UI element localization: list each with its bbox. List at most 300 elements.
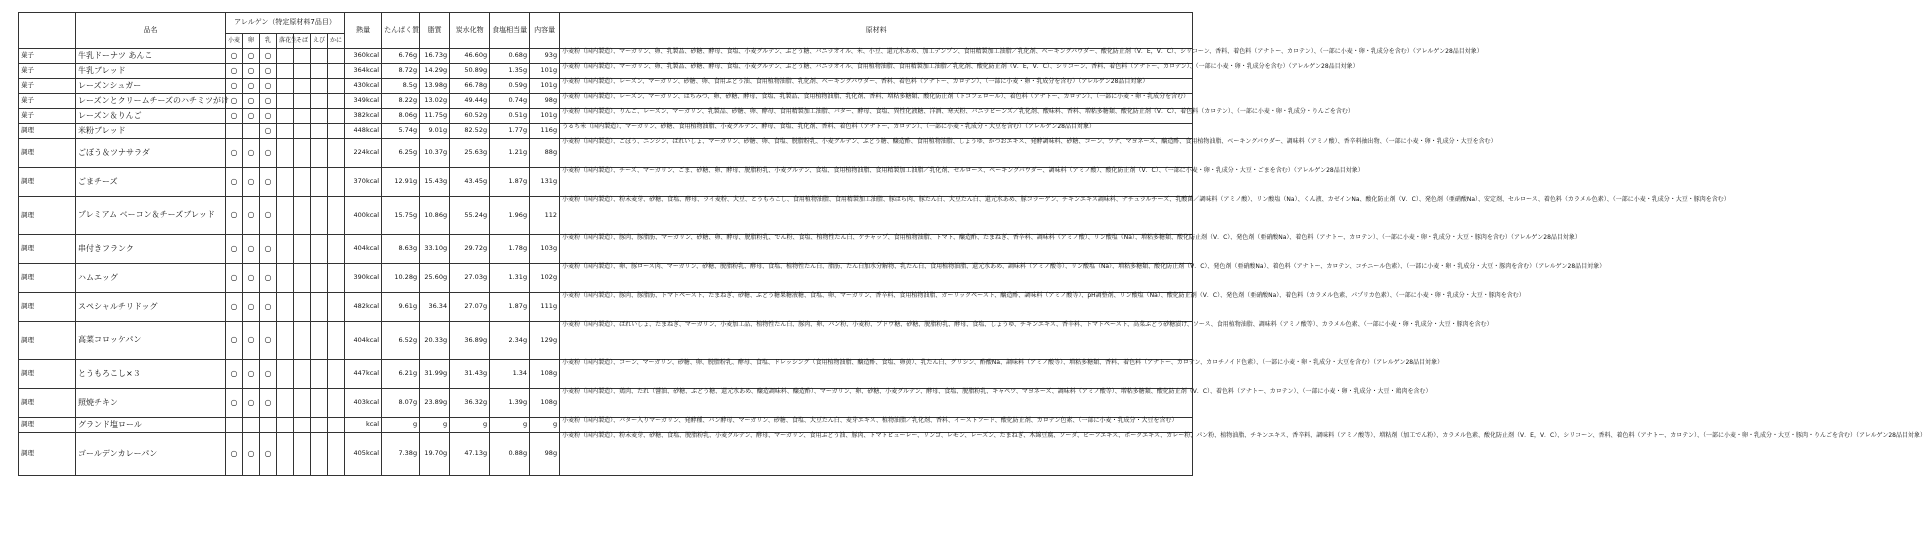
carb-cell: 27.07g [450,293,490,322]
product-name-cell: 牛乳ブレッド [76,64,226,79]
table-row [19,197,1193,235]
allergen-mark-cell [311,168,328,197]
allergen-mark-cell: ○ [243,264,260,293]
allergen-mark-cell [294,168,311,197]
allergen-mark-cell: ○ [260,322,277,360]
allergen-mark-cell [277,49,294,64]
allergen-mark-cell: ○ [260,64,277,79]
allergen-mark-cell: ○ [226,293,243,322]
allergen-mark-cell [294,264,311,293]
allergen-mark-cell: ○ [243,322,260,360]
allergen-mark-cell: ○ [226,322,243,360]
salt-header: 食塩相当量 [490,13,530,49]
allergen-shrimp-header: えび [311,34,328,49]
category-cell: 菓子 [19,94,76,109]
allergen-mark-cell [277,139,294,168]
product-name-cell: ごまチーズ [76,168,226,197]
content-cell: 101g [530,79,560,94]
allergen-mark-cell [277,433,294,476]
salt-cell: 1.96g [490,197,530,235]
allergen-mark-cell [328,109,345,124]
allergen-mark-cell [294,418,311,433]
fat-cell: 33.10g [420,235,450,264]
allergen-mark-cell: ○ [260,109,277,124]
allergen-mark-cell [328,418,345,433]
energy-cell: 404kcal [345,235,382,264]
table-row [19,64,1193,79]
allergen-mark-cell [311,49,328,64]
carb-cell: g [450,418,490,433]
allergen-mark-cell: ○ [243,64,260,79]
salt-cell: g [490,418,530,433]
allergen-mark-cell [328,49,345,64]
allergen-mark-cell: ○ [226,49,243,64]
allergen-mark-cell [328,293,345,322]
product-name-cell: 串付きフランク [76,235,226,264]
allergen-mark-cell [311,124,328,139]
allergen-mark-cell [311,197,328,235]
salt-cell: 0.51g [490,109,530,124]
allergen-mark-cell: ○ [260,389,277,418]
category-cell: 菓子 [19,109,76,124]
allergen-mark-cell: ○ [260,235,277,264]
allergen-mark-cell: ○ [260,197,277,235]
ingredients-cell: 小麦粉（国内製造）、レーズン、マーガリン、はちみつ、卵、砂糖、酵母、食塩、乳製品、食用植物油脂、乳化剤、香料、増粘多糖類、酸化防止剤（トコフェロール）、着色料（アナトー、カロテン）、（一部に小麦・卵・乳成分を含む） [560,94,1193,109]
fat-cell: 10.37g [420,139,450,168]
allergen-mark-cell [328,389,345,418]
allergen-mark-cell: ○ [243,49,260,64]
allergen-mark-cell: ○ [260,168,277,197]
fat-cell: 20.33g [420,322,450,360]
allergen-buckwheat-header: そば [294,34,311,49]
table-row [19,235,1193,264]
energy-cell: 360kcal [345,49,382,64]
allergen-mark-cell: ○ [226,168,243,197]
protein-cell: 15.75g [382,197,420,235]
fat-cell: 16.73g [420,49,450,64]
category-cell: 菓子 [19,49,76,64]
allergen-mark-cell [277,168,294,197]
protein-cell: 8.63g [382,235,420,264]
product-name-cell: ゴールデンカレーパン [76,433,226,476]
category-cell: 調理 [19,235,76,264]
allergen-mark-cell [277,79,294,94]
salt-cell: 1.39g [490,389,530,418]
salt-cell: 1.35g [490,64,530,79]
content-cell: 102g [530,264,560,293]
carb-cell: 47.13g [450,433,490,476]
fat-cell: 13.02g [420,94,450,109]
content-header: 内容量 [530,13,560,49]
ingredients-cell: 小麦粉（国内製造）、マーガリン、卵、乳製品、砂糖、酵母、食塩、小麦グルテン、ぶどう糖、バニラオイル、食用植物油脂、食用精製加工油脂／乳化剤、酸化防止剤（V．E，V．C）、シリコーン、香料、着色料（アナトー、カロテン）、（一部に小麦・卵・乳成分を含む）（アレルゲン28品目対象） [560,64,1193,79]
fat-cell: 14.29g [420,64,450,79]
energy-cell: kcal [345,418,382,433]
category-header [19,13,76,49]
carb-cell: 66.78g [450,79,490,94]
category-cell: 調理 [19,293,76,322]
allergen-mark-cell [277,64,294,79]
allergen-mark-cell [294,139,311,168]
allergen-mark-cell: ○ [226,264,243,293]
allergen-mark-cell: ○ [226,64,243,79]
protein-cell: 6.21g [382,360,420,389]
allergen-mark-cell [277,197,294,235]
ingredients-cell: 小麦粉（国内製造）、りんご、レーズン、マーガリン、乳製品、砂糖、卵、酵母、食用精製加工油脂、バター、酵母、食塩、異性化液糖、洋酒、寒天粉、バニラビーンズ／乳化剤、酸味料、香料、増粘多糖類、酸化防止剤（V．C）、着色料（カロテン）、（一部に小麦・卵・乳成分・りんごを含む） [560,109,1193,124]
protein-cell: 12.91g [382,168,420,197]
protein-cell: 8.72g [382,64,420,79]
allergen-mark-cell [243,124,260,139]
allergen-mark-cell [294,235,311,264]
table-row [19,418,1193,433]
allergen-mark-cell: ○ [243,168,260,197]
product-name-cell: グランド塩ロール [76,418,226,433]
protein-cell: 8.06g [382,109,420,124]
content-cell: 108g [530,360,560,389]
energy-cell: 482kcal [345,293,382,322]
protein-cell: 10.28g [382,264,420,293]
allergen-mark-cell [226,418,243,433]
allergen-mark-cell [328,124,345,139]
allergen-header: アレルゲン（特定原材料7品目） [226,13,345,34]
allergen-mark-cell [294,433,311,476]
allergen-mark-cell: ○ [243,360,260,389]
allergen-mark-cell [311,94,328,109]
table-row [19,139,1193,168]
allergen-mark-cell [277,109,294,124]
content-cell: 101g [530,109,560,124]
table-row [19,433,1193,476]
product-name-cell: ごぼう＆ツナサラダ [76,139,226,168]
allergen-mark-cell: ○ [243,139,260,168]
allergen-mark-cell [243,418,260,433]
content-cell: 88g [530,139,560,168]
carb-cell: 82.52g [450,124,490,139]
salt-cell: 1.78g [490,235,530,264]
ingredients-cell: 小麦粉（国内製造）、豚肉、豚脂肪、トマトペースト、たまねぎ、砂糖、ぶどう糖果糖液糖、食塩、卵、マーガリン、香辛料、食用植物油脂、ガーリックペースト、醸造酢、調味料（アミノ酸等）、pH調整剤、リン酸塩（Na）、酸化防止剤（V．C）、発色剤（亜硝酸Na）、着色料（カラメル色素、パプリカ色素）、（一部に小麦・卵・乳成分・大豆・豚肉を含む） [560,293,1193,322]
salt-cell: 1.31g [490,264,530,293]
product-name-cell: レーズン＆りんご [76,109,226,124]
carb-cell: 36.89g [450,322,490,360]
energy-cell: 382kcal [345,109,382,124]
carb-cell: 31.43g [450,360,490,389]
allergen-mark-cell [294,64,311,79]
salt-cell: 0.74g [490,94,530,109]
product-name-cell: 牛乳ドーナツ あんこ [76,49,226,64]
content-cell: 93g [530,49,560,64]
allergen-mark-cell [277,418,294,433]
allergen-mark-cell: ○ [260,264,277,293]
allergen-mark-cell [311,293,328,322]
carb-cell: 29.72g [450,235,490,264]
salt-cell: 1.77g [490,124,530,139]
protein-cell: 8.07g [382,389,420,418]
carb-cell: 49.44g [450,94,490,109]
table-row [19,124,1193,139]
allergen-mark-cell: ○ [243,293,260,322]
allergen-mark-cell: ○ [260,79,277,94]
protein-cell: 8.5g [382,79,420,94]
table-row [19,264,1193,293]
fat-cell: 13.98g [420,79,450,94]
allergen-mark-cell [328,79,345,94]
category-cell: 調理 [19,322,76,360]
content-cell: 129g [530,322,560,360]
protein-cell: 7.38g [382,433,420,476]
allergen-mark-cell [277,322,294,360]
allergen-mark-cell [311,64,328,79]
ingredients-cell: 小麦粉（国内製造）、ばれいしょ、たまねぎ、マーガリン、小麦加工品、植物性たん白、豚肉、卵、パン粉、小麦粉、ブドウ糖、砂糖、脱脂粉乳、酵母、食塩、しょうゆ、チキンエキス、香辛料、トマトペースト、高菜ぶどう砂糖漬け、ソース、食用植物油脂、調味料（アミノ酸等）、カラメル色素、（一部に小麦・卵・乳成分・大豆・豚肉を含む） [560,322,1193,360]
salt-cell: 1.87g [490,293,530,322]
category-cell: 調理 [19,418,76,433]
allergen-mark-cell [277,235,294,264]
content-cell: 98g [530,94,560,109]
product-name-cell: スペシャルチリドッグ [76,293,226,322]
allergen-mark-cell [328,168,345,197]
protein-cell: 6.25g [382,139,420,168]
allergen-mark-cell [328,197,345,235]
ingredients-cell: 小麦粉（国内製造）、バター入りマーガリン、発酵種、パン酵母、マーガリン、砂糖、食塩、大豆たん白、麦芽エキス、植物油脂／乳化剤、香料、イーストフード、酸化防止剤、カロテン色素、（一部に小麦・乳成分・大豆を含む） [560,418,1193,433]
allergen-mark-cell [311,79,328,94]
allergen-crab-header: かに [328,34,345,49]
carb-cell: 36.32g [450,389,490,418]
fat-cell: 25.60g [420,264,450,293]
allergen-mark-cell: ○ [260,360,277,389]
content-cell: 116g [530,124,560,139]
fat-cell: 11.75g [420,109,450,124]
allergen-mark-cell [294,79,311,94]
category-cell: 調理 [19,389,76,418]
fat-cell: 10.86g [420,197,450,235]
energy-cell: 390kcal [345,264,382,293]
allergen-mark-cell: ○ [243,433,260,476]
carb-cell: 25.63g [450,139,490,168]
allergen-mark-cell: ○ [226,139,243,168]
ingredients-cell: 小麦粉（国内製造）、卵、豚ロース肉、マーガリン、砂糖、脱脂粉乳、酵母、食塩、植物性たん白、脂肪、たん白加水分解物、乳たん白、食用植物油脂、還元水あめ、調味料（アミノ酸等）、リン酸塩（Na）、増粘多糖類、酸化防止剤（V．C）、発色剤（亜硝酸Na）、着色料（アナトー、カロテン、コチニール色素）、（一部に小麦・卵・乳成分・大豆・豚肉を含む）（アレルゲン28品目対象） [560,264,1193,293]
table-row [19,79,1193,94]
header-row [19,13,1193,34]
allergen-mark-cell [277,94,294,109]
fat-cell: 19.70g [420,433,450,476]
allergen-mark-cell [294,360,311,389]
allergen-mark-cell [328,322,345,360]
allergen-mark-cell: ○ [243,109,260,124]
ingredients-cell: 小麦粉（国内製造）、粉末麦芽、砂糖、食塩、酵母、ライ麦粉、大豆、とうもろこし、食用植物油脂、食用精製加工油脂、豚ばら肉、豚たん白、大豆たん白、還元水あめ、豚コラーゲン、チキンエキス調味料、ナチュラルチーズ、乳酸菌／調味料（アミノ酸）、リン酸塩（Na）、くん液、カゼインNa、酸化防止剤（V．C）、発色剤（亜硝酸Na）、安定剤、セルロース、着色料（カラメル色素）、（一部に小麦・乳成分・大豆・豚肉を含む） [560,197,1193,235]
allergen-mark-cell [328,94,345,109]
protein-header: たんぱく質 [382,13,420,49]
allergen-mark-cell: ○ [226,389,243,418]
allergen-mark-cell [294,197,311,235]
salt-cell: 2.34g [490,322,530,360]
allergen-milk-header: 乳 [260,34,277,49]
table-row [19,389,1193,418]
category-cell: 菓子 [19,79,76,94]
energy-cell: 447kcal [345,360,382,389]
energy-cell: 403kcal [345,389,382,418]
allergen-mark-cell [226,124,243,139]
allergen-mark-cell: ○ [226,94,243,109]
carb-cell: 43.45g [450,168,490,197]
ingredients-cell: 小麦粉（国内製造）、鶏肉、たれ（醤油、砂糖、ぶどう糖、還元水あめ、醸造調味料、醸造酢）、マーガリン、卵、砂糖、小麦グルテン、酵母、食塩、脱脂粉乳、キャベツ、マヨネーズ、調味料（アミノ酸等）、増粘多糖類、酸化防止剤（V．C）、着色料（アナトー、カロテン）、（一部に小麦・卵・乳成分・大豆・鶏肉を含む） [560,389,1193,418]
ingredients-cell: 小麦粉（国内製造）、豚肉、豚脂肪、マーガリン、砂糖、卵、酵母、脱脂粉乳、でん粉、食塩、植物性たん白、ケチャップ、食用植物油脂、トマト、醸造酢、たまねぎ、香辛料、調味料（アミノ酸）、リン酸塩（Na）、増粘多糖類、酸化防止剤（V．C）、発色剤（亜硝酸Na）、着色料（アナトー、カロテン）、（一部に小麦・卵・乳成分・大豆・豚肉を含む）（アレルゲン28品目対象） [560,235,1193,264]
carb-cell: 46.60g [450,49,490,64]
energy-cell: 364kcal [345,64,382,79]
fat-header: 脂質 [420,13,450,49]
fat-cell: 31.99g [420,360,450,389]
allergen-mark-cell [294,49,311,64]
ingredients-table [18,12,1926,476]
category-cell: 調理 [19,168,76,197]
category-cell: 調理 [19,264,76,293]
energy-cell: 224kcal [345,139,382,168]
ingredients-cell: 小麦粉（国内製造）、コーン、マーガリン、砂糖、卵、脱脂粉乳、酵母、食塩、ドレッシング（食用植物油脂、醸造酢、食塩、卵黄）、乳たん白、グリシン、酢酸Na、調味料（アミノ酸等）、増粘多糖類、香料、着色料（アナトー、カロテン、カロチノイド色素）、（一部に小麦・卵・乳成分・大豆を含む）（アレルゲン28品目対象） [560,360,1193,389]
carb-header: 炭水化物 [450,13,490,49]
allergen-mark-cell [294,124,311,139]
fat-cell: 9.01g [420,124,450,139]
allergen-mark-cell: ○ [260,49,277,64]
allergen-mark-cell: ○ [226,433,243,476]
ingredients-cell: 小麦粉（国内製造）、ごぼう、ニンジン、ばれいしょ、マーガリン、砂糖、卵、食塩、脱脂粉乳、小麦グルテン、ぶどう糖、醸造酢、食用植物油脂、しょうゆ、かつおエキス、発酵調味料、砂糖、コーン、ツナ、マヨネーズ、醸造酢、食用植物油脂、ベーキングパウダー、調味料（アミノ酸）、香辛料抽出物、（一部に小麦・卵・乳成分・大豆を含む） [560,139,1193,168]
fat-cell: g [420,418,450,433]
product-name-cell: 高菜コロッケパン [76,322,226,360]
product-name-cell: プレミアム ベーコン＆チーズブレッド [76,197,226,235]
allergen-mark-cell [294,94,311,109]
ingredients-header: 原材料 [560,13,1193,49]
carb-cell: 55.24g [450,197,490,235]
table-row [19,360,1193,389]
energy-cell: 400kcal [345,197,382,235]
fat-cell: 36.34 [420,293,450,322]
protein-cell: 5.74g [382,124,420,139]
allergen-mark-cell [328,433,345,476]
allergen-mark-cell: ○ [260,94,277,109]
ingredients-cell: 小麦粉（国内製造）、レーズン、マーガリン、砂糖、卵、食用ぶどう油、食用植物油脂、乳化剤、ベーキングパウダー、香料、着色料（アナトー、カロテン）、（一部に小麦・卵・乳成分を含む）（アレルゲン28品目対象） [560,79,1193,94]
content-cell: 101g [530,64,560,79]
salt-cell: 1.34 [490,360,530,389]
salt-cell: 0.88g [490,433,530,476]
table-row [19,49,1193,64]
product-name-cell: 照焼チキン [76,389,226,418]
protein-cell: 6.52g [382,322,420,360]
product-name-cell: とうもろこし×３ [76,360,226,389]
allergen-mark-cell: ○ [260,139,277,168]
allergen-mark-cell [260,418,277,433]
protein-cell: 8.22g [382,94,420,109]
category-cell: 菓子 [19,64,76,79]
allergen-mark-cell: ○ [260,433,277,476]
allergen-mark-cell [277,264,294,293]
allergen-mark-cell [311,322,328,360]
protein-cell: 9.61g [382,293,420,322]
product-name-cell: レーズンとクリームチーズのハチミツがけ [76,94,226,109]
table-row [19,293,1193,322]
allergen-mark-cell: ○ [243,235,260,264]
allergen-mark-cell [328,360,345,389]
carb-cell: 50.89g [450,64,490,79]
allergen-mark-cell: ○ [226,197,243,235]
content-cell: 131g [530,168,560,197]
allergen-mark-cell [311,264,328,293]
allergen-mark-cell: ○ [243,197,260,235]
allergen-mark-cell: ○ [243,389,260,418]
allergen-mark-cell [294,322,311,360]
allergen-mark-cell: ○ [226,235,243,264]
allergen-mark-cell [311,235,328,264]
content-cell: 112 [530,197,560,235]
energy-cell: 404kcal [345,322,382,360]
allergen-mark-cell: ○ [260,124,277,139]
carb-cell: 27.03g [450,264,490,293]
allergen-mark-cell [277,389,294,418]
allergen-mark-cell [294,109,311,124]
energy-cell: 370kcal [345,168,382,197]
carb-cell: 60.52g [450,109,490,124]
protein-cell: 6.76g [382,49,420,64]
allergen-mark-cell: ○ [260,293,277,322]
allergen-mark-cell: ○ [226,79,243,94]
category-cell: 調理 [19,433,76,476]
ingredients-cell: 小麦粉（国内製造）、マーガリン、卵、乳製品、砂糖、酵母、食塩、小麦グルテン、ぶどう糖、バニラオイル、米、小豆、還元水あめ、加工デンプン、食用精製加工油脂／乳化剤、ベーキングパウダー、酸化防止剤（V．E，V．C）、シリコーン、香料、着色料（アナトー、カロテン）、（一部に小麦・卵・乳成分を含む）（アレルゲン28品目対象） [560,49,1193,64]
category-cell: 調理 [19,360,76,389]
energy-cell: 405kcal [345,433,382,476]
protein-cell: g [382,418,420,433]
name-header: 品名 [76,13,226,49]
salt-cell: 0.59g [490,79,530,94]
energy-header: 熱量 [345,13,382,49]
allergen-mark-cell [311,418,328,433]
allergen-egg-header: 卵 [243,34,260,49]
allergen-mark-cell [277,360,294,389]
allergen-mark-cell [328,64,345,79]
ingredients-cell: 小麦粉（国内製造）、粉末麦芽、砂糖、食塩、脱脂粉乳、小麦グルテン、酵母、マーガリン、食用ぶどう油、豚肉、トマトピューレー、リンゴ、レモン、レーズン、たまねぎ、木綿豆腐、ソーダ、ビーフエキス、ポークエキス、カレー粉、パン粉、植物油脂、チキンエキス、香辛料、調味料（アミノ酸等）、増粘剤（加工でん粉）、カラメル色素、酸化防止剤（V．E，V．C）、シリコーン、香料、着色料（アナトー、カロテン）、（一部に小麦・卵・乳成分・大豆・豚肉・りんごを含む）（アレルゲン28品目対象） [560,433,1193,476]
allergen-mark-cell [328,139,345,168]
content-cell: 108g [530,389,560,418]
salt-cell: 1.87g [490,168,530,197]
allergen-mark-cell: ○ [226,360,243,389]
product-name-cell: 米粉ブレッド [76,124,226,139]
energy-cell: 448kcal [345,124,382,139]
allergen-mark-cell [277,293,294,322]
allergen-mark-cell [311,139,328,168]
allergen-mark-cell [328,235,345,264]
ingredients-cell: 小麦粉（国内製造）、チーズ、マーガリン、ごま、砂糖、卵、酵母、脱脂粉乳、小麦グルテン、食塩、食用植物油脂、食用精製加工油脂／乳化剤、セルロース、ベーキングパウダー、調味料（アミノ酸）、酸化防止剤（V．C）、（一部に小麦・卵・乳成分・大豆・ごまを含む）（アレルゲン28品目対象） [560,168,1193,197]
salt-cell: 0.68g [490,49,530,64]
fat-cell: 15.43g [420,168,450,197]
allergen-mark-cell [311,360,328,389]
allergen-mark-cell [277,124,294,139]
table-row [19,168,1193,197]
allergen-mark-cell [294,293,311,322]
table-row [19,94,1193,109]
product-name-cell: ハムエッグ [76,264,226,293]
allergen-mark-cell: ○ [243,94,260,109]
allergen-mark-cell [294,389,311,418]
content-cell: 103g [530,235,560,264]
allergen-peanut-header: 落花生 [277,34,294,49]
allergen-mark-cell: ○ [243,79,260,94]
allergen-mark-cell [311,389,328,418]
ingredients-cell: うるち米（国内製造）、マーガリン、砂糖、食用植物油脂、小麦グルテン、酵母、食塩、乳化剤、香料、着色料（アナトー、カロテン）、（一部に小麦・乳成分・大豆を含む）（アレルゲン28品目対象） [560,124,1193,139]
content-cell: g [530,418,560,433]
allergen-mark-cell [311,109,328,124]
energy-cell: 349kcal [345,94,382,109]
category-cell: 調理 [19,139,76,168]
category-cell: 調理 [19,197,76,235]
category-cell: 調理 [19,124,76,139]
table-row [19,322,1193,360]
allergen-mark-cell: ○ [226,109,243,124]
fat-cell: 23.89g [420,389,450,418]
energy-cell: 430kcal [345,79,382,94]
